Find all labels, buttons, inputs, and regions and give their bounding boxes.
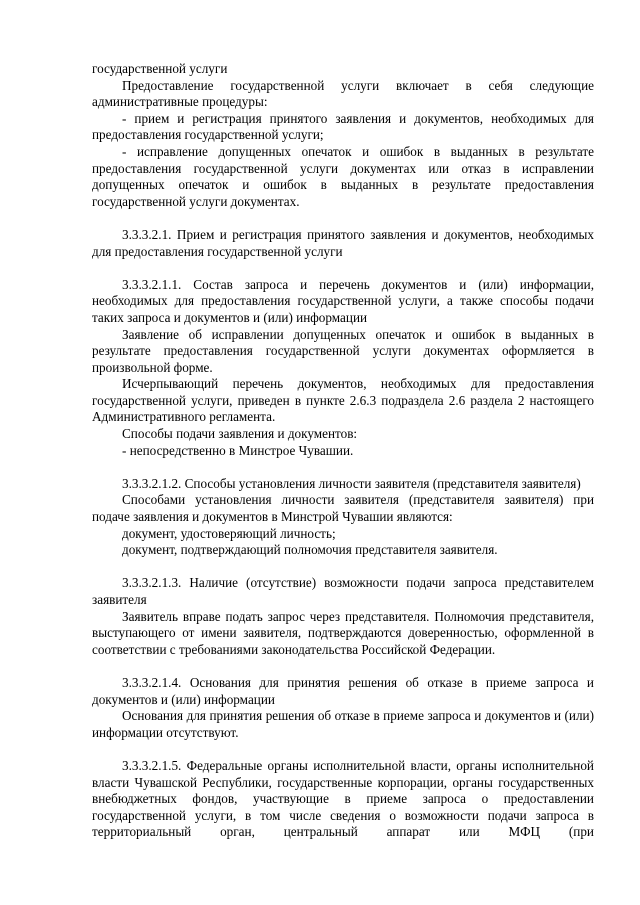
section-heading-3-3-3-2-1-5: 3.3.3.2.1.5. Федеральные органы исполнительной власти, органы исполнительной власти Чувашской Республики, государственные корпорации, органы государственных внебюджетных фондов, участвующие в приеме запроса о предоставлении государственной услуги, в том числе сведения о возможности подачи запроса в территориальный орган, центральный аппарат или МФЦ (при bbox=[92, 757, 594, 840]
paragraph-application-form: Заявление об исправлении допущенных опечаток и ошибок в выданных в результате предоставления государственной услуги документах оформляется в произвольной форме. bbox=[92, 326, 594, 375]
paragraph-identity-methods: Способами установления личности заявителя (представителя заявителя) при подаче заявления и документов в Минстрой Чувашии являются: bbox=[92, 492, 594, 525]
paragraph-identity-item-2: документ, подтверждающий полномочия представителя заявителя. bbox=[122, 542, 498, 558]
spacer bbox=[92, 658, 594, 675]
spacer bbox=[92, 559, 594, 576]
paragraph-continuation: государственной услуги bbox=[92, 61, 228, 76]
paragraph-procedures-intro: Предоставление государственной услуги включает в себя следующие административные процедуры: bbox=[92, 77, 594, 110]
paragraph-representative: Заявитель вправе подать запрос через представителя. Полномочия представителя, выступающего от имени заявителя, подтверждаются доверенностью, оформленной в соответствии с требованиями законодательства Российской Федерации. bbox=[92, 608, 594, 657]
spacer bbox=[92, 459, 594, 476]
paragraph-identity-item-1: документ, удостоверяющий личность; bbox=[122, 525, 336, 541]
paragraph-submission-method-item: - непосредственно в Минстрое Чувашии. bbox=[122, 442, 354, 458]
section-heading-3-3-3-2-1: 3.3.3.2.1. Прием и регистрация принятого заявления и документов, необходимых для предоставления государственной услуги bbox=[92, 226, 594, 259]
paragraph-submission-methods: Способы подачи заявления и документов: bbox=[122, 426, 358, 442]
section-heading-3-3-3-2-1-2: 3.3.3.2.1.2. Способы установления личности заявителя (представителя заявителя) bbox=[122, 475, 581, 491]
spacer bbox=[92, 741, 594, 758]
section-heading-3-3-3-2-1-1: 3.3.3.2.1.1. Состав запроса и перечень документов и (или) информации, необходимых для предоставления государственной услуги, а также способы подачи таких запроса и документов и (или) информации bbox=[92, 276, 594, 325]
paragraph-refusal-grounds: Основания для принятия решения об отказе в приеме запроса и документов и (или) информации отсутствуют. bbox=[92, 708, 594, 740]
section-heading-3-3-3-2-1-4: 3.3.3.2.1.4. Основания для принятия решения об отказе в приеме запроса и документов и (или) информации bbox=[92, 674, 594, 707]
paragraph-procedure-item-2: - исправление допущенных опечаток и ошибок в выданных в результате предоставления государственной услуги документах или отказ в исправлении допущенных опечаток и ошибок в выданных в результате предоставления государственной услуги документах. bbox=[92, 143, 594, 209]
section-heading-3-3-3-2-1-3: 3.3.3.2.1.3. Наличие (отсутствие) возможности подачи запроса представителем заявителя bbox=[92, 575, 594, 607]
paragraph-documents-list: Исчерпывающий перечень документов, необходимых для предоставления государственной услуги, приведен в пункте 2.6.3 подраздела 2.6 раздела 2 настоящего Административного регламента. bbox=[92, 376, 594, 425]
document-page bbox=[92, 61, 594, 841]
paragraph-procedure-item-1: - прием и регистрация принятого заявления и документов, необходимых для предоставления государственной услуги; bbox=[92, 110, 594, 143]
spacer bbox=[92, 260, 594, 277]
spacer bbox=[92, 210, 594, 227]
